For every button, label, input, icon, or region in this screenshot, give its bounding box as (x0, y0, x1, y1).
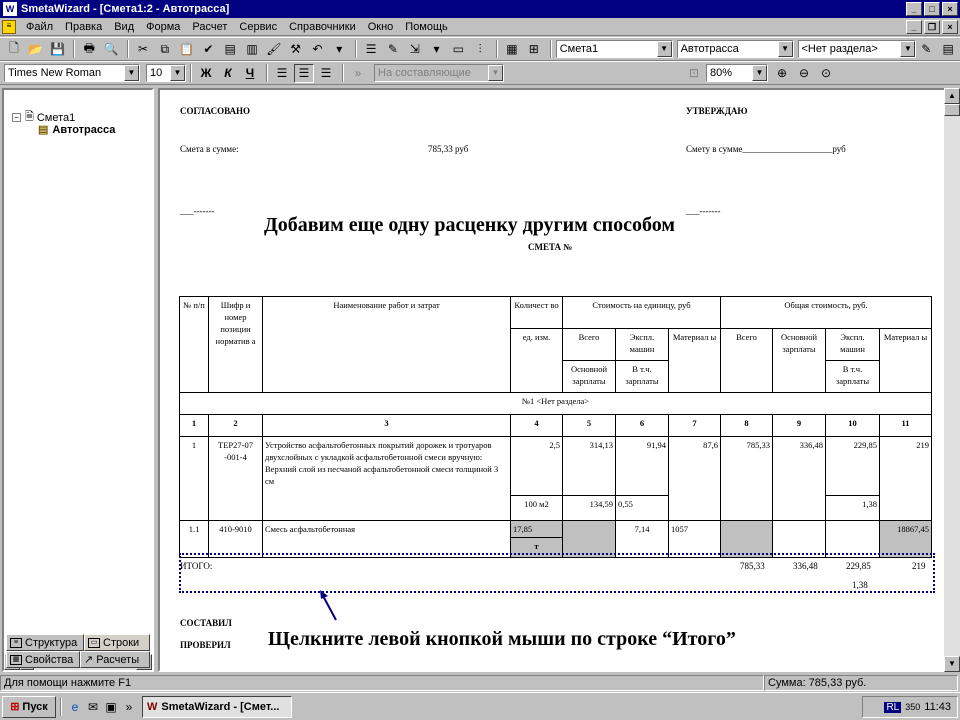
structure-tree-pane (2, 88, 154, 672)
menu-window[interactable]: Окно (367, 20, 394, 33)
status-bar (0, 674, 960, 692)
scroll-up-icon[interactable]: ▲ (944, 88, 960, 104)
signature-left: ___------- (180, 206, 215, 216)
app-icon: W (147, 700, 158, 713)
table-row[interactable]: 100 м2 134,59 0,55 1,38 (180, 496, 932, 521)
scroll-thumb[interactable] (944, 104, 960, 116)
outlook-icon[interactable]: ✉ (87, 699, 99, 714)
header-unit-base: Основной зарплаты (563, 361, 616, 393)
tab-rows[interactable]: ▭ Строки (84, 634, 150, 651)
colnum: 9 (773, 415, 826, 437)
structure-icon[interactable]: ⊞ (528, 42, 539, 56)
header-code: Шифр и номер позиции норматив а (209, 297, 263, 393)
underline-button[interactable]: Ч (245, 66, 255, 80)
properties-icon: ▦ (10, 655, 22, 665)
menu-bar (0, 18, 960, 36)
new-file-icon[interactable]: 🗋 (9, 40, 19, 55)
header-num: № п/п (180, 297, 209, 393)
copy-row-icon[interactable]: ▤ (224, 42, 236, 56)
itogo-total-exploit: 229,85 (846, 561, 871, 571)
table-row[interactable]: т (180, 538, 932, 558)
tools-icon[interactable]: ⚒ (290, 42, 302, 56)
header-name: Наименование работ и затрат (263, 297, 511, 393)
cut-icon[interactable]: ✂ (137, 42, 148, 56)
tab-calculations[interactable]: ↗ Расчеты (80, 651, 150, 668)
section-list-icon[interactable]: ▤ (942, 42, 954, 56)
sum-value-left: 785,33 руб (428, 144, 469, 154)
align-center-icon[interactable]: ☰ (294, 64, 314, 83)
sum-label-left: Смета в сумме: (180, 144, 239, 154)
status-sum: Сумма: 785,33 руб. (764, 675, 958, 691)
compiled-label: СОСТАВИЛ (180, 618, 232, 628)
lang-indicator[interactable]: RL (886, 701, 900, 713)
undo-icon[interactable]: ↶ (312, 42, 323, 56)
tab-properties[interactable]: ▦ Свойства (6, 651, 80, 668)
colnum: 4 (511, 415, 563, 437)
header-total-base: Основной зарплаты (773, 329, 826, 393)
header-total-material: Материал ы (880, 329, 932, 393)
properties-icon[interactable]: ▦ (506, 42, 518, 56)
standard-toolbar (0, 37, 960, 61)
doc-minimize-button[interactable]: _ (906, 20, 922, 34)
zoom-fit-icon[interactable]: ⊙ (820, 66, 832, 80)
structure-icon: ≡ (10, 638, 22, 648)
tab-structure[interactable]: ≡ Структура (6, 634, 84, 651)
colnum: 5 (563, 415, 616, 437)
signature-right: ___------- (686, 206, 721, 216)
menu-view[interactable]: Вид (114, 20, 135, 33)
windows-icon: ⊞ (10, 701, 20, 713)
ie-icon[interactable]: e (71, 699, 79, 714)
header-total-exploit: Экспл. машин (826, 329, 880, 361)
check-icon[interactable]: ✔ (203, 42, 214, 56)
bold-button[interactable]: Ж (200, 66, 212, 80)
rows-icon: ▭ (88, 638, 100, 648)
desktop-icon[interactable]: ▣ (105, 699, 117, 714)
smeta-table (179, 296, 932, 558)
list-icon[interactable]: ☰ (365, 42, 377, 56)
colnum: 6 (616, 415, 669, 437)
agreed-label: СОГЛАСОВАНО (180, 106, 251, 116)
table-row[interactable]: 1.1 410-9010 Смесь асфальтобетонная 17,85 7,14 1057 18867,45 (180, 521, 932, 538)
system-tray (862, 696, 958, 718)
section-edit-icon[interactable]: ✎ (921, 42, 932, 56)
document-icon[interactable]: ≡ (2, 20, 16, 34)
itogo-total-material: 219 (912, 561, 926, 571)
collapse-icon[interactable]: − (12, 113, 21, 122)
object-icon: ▤ (38, 124, 49, 136)
smeta-select[interactable]: Смета1 ▼ (556, 40, 673, 58)
tree-node-object[interactable]: ▤ Автотрасса (38, 123, 116, 136)
sum-label-right: Смету в сумме____________________руб (686, 144, 846, 154)
grid-icon: ⊡ (688, 66, 700, 80)
task-smetawizard[interactable]: W SmetaWizard - [Смет... (142, 696, 292, 718)
format-toolbar (0, 61, 960, 85)
format-painter-icon[interactable]: 🖌 (266, 42, 282, 56)
header-unit: ед. изм. (511, 329, 563, 393)
insert-dropdown-icon[interactable]: ▾ (433, 42, 440, 56)
menu-help[interactable]: Помощь (405, 20, 448, 33)
menu-reference[interactable]: Справочники (289, 20, 356, 33)
more-icon[interactable]: » (125, 699, 133, 714)
checked-label: ПРОВЕРИЛ (180, 640, 231, 650)
itogo-label[interactable]: ИТОГО: (180, 561, 213, 571)
filter-icon[interactable]: ⫶ (478, 41, 482, 56)
open-folder-icon[interactable]: 📂 (28, 42, 44, 56)
compose-select: На составляющие ▼ (374, 64, 504, 82)
tray-counter[interactable]: 350 (905, 702, 921, 712)
taskbar (0, 692, 960, 720)
doc-restore-button[interactable]: ❐ (924, 20, 940, 34)
itogo-total-base: 336,48 (793, 561, 818, 571)
window-title: SmetaWizard - [Смета1:2 - Автотрасса] (21, 3, 230, 15)
header-unit-cost: Стоимость на единицу, руб (563, 297, 721, 329)
clock[interactable]: 11:43 (924, 701, 951, 713)
menu-edit[interactable]: Правка (65, 20, 103, 33)
scroll-down-icon[interactable]: ▼ (944, 656, 960, 672)
italic-button[interactable]: К (224, 66, 232, 80)
colnum: 10 (826, 415, 880, 437)
document-view[interactable] (158, 88, 946, 672)
app-icon[interactable]: W (3, 2, 17, 16)
colnum: 1 (180, 415, 209, 437)
edit-icon[interactable]: ✎ (387, 42, 398, 56)
zoom-in-icon[interactable]: ⊕ (776, 66, 788, 80)
section-row[interactable]: №1 <Нет раздела> (180, 393, 932, 415)
font-select[interactable]: Times New Roman ▼ (4, 64, 140, 82)
section-select[interactable]: <Нет раздела> ▼ (798, 40, 917, 58)
pointer-arrow (318, 590, 340, 622)
instruction-top: Добавим еще одну расценку другим способом (264, 214, 676, 236)
print-icon[interactable]: 🖶 (83, 40, 95, 55)
colnum: 7 (669, 415, 721, 437)
smeta-title: СМЕТА № (528, 242, 573, 252)
paste-icon[interactable]: 📋 (179, 42, 195, 56)
table-row[interactable]: 1 ТЕР27-07 -001-4 Устройство асфальтобетонных покрытий дорожек и тротуаров двухслойных с укладкой асфальтобетонной смеси вручную: Верхний слой из песчаной асфальтобетонной смеси толщиной 3 см 2,5 314,13 91,94 87,6 785,33 336,48 229,85 219 (180, 437, 932, 496)
header-total-cost: Общая стоимость, руб. (721, 297, 932, 329)
window-icon[interactable]: ▭ (452, 42, 465, 56)
colnum: 3 (263, 415, 511, 437)
header-unit-material: Материал ы (669, 329, 721, 393)
font-size-select[interactable]: 10 ▼ (146, 64, 186, 82)
align-right-icon[interactable]: ☰ (320, 66, 332, 80)
insert-icon[interactable]: ⇲ (409, 42, 420, 56)
undo-dropdown-icon[interactable]: ▾ (336, 42, 343, 56)
save-icon[interactable]: 💾 (50, 42, 65, 56)
itogo-total-incl: 1,38 (852, 580, 868, 590)
start-button[interactable]: ⊞ Пуск (2, 696, 56, 718)
itogo-row[interactable] (179, 553, 935, 593)
menu-file[interactable]: Файл (26, 20, 54, 33)
colnum: 2 (209, 415, 263, 437)
menu-form[interactable]: Форма (146, 20, 181, 33)
zoom-out-icon[interactable]: ⊖ (798, 66, 810, 80)
header-qty: Количест во (511, 297, 563, 329)
title-bar (0, 0, 960, 18)
header-unit-exploit: Экспл. машин (616, 329, 669, 361)
print-preview-icon[interactable]: 🔍 (103, 42, 119, 56)
tree-node-smeta[interactable]: − 🗎 Смета1 (12, 108, 75, 127)
minimize-button[interactable]: _ (906, 2, 922, 16)
instruction-bottom: Щелкните левой кнопкой мыши по строке “Итого” (268, 628, 736, 650)
doc-close-button[interactable]: × (942, 20, 958, 34)
status-help: Для помощи нажмите F1 (0, 675, 764, 691)
vertical-scrollbar[interactable] (944, 88, 960, 672)
header-unit-all: Всего (563, 329, 616, 361)
approve-label: УТВЕРЖДАЮ (686, 106, 748, 116)
header-total-all: Всего (721, 329, 773, 393)
header-unit-incl: В т.ч. зарплаты (616, 361, 669, 393)
align-left-icon[interactable]: ☰ (276, 66, 288, 80)
colnum: 11 (880, 415, 932, 437)
colnum: 8 (721, 415, 773, 437)
menu-calc[interactable]: Расчет (192, 20, 228, 33)
calculations-icon: ↗ (84, 654, 94, 666)
paste-row-icon[interactable]: ▥ (246, 42, 258, 56)
object-select[interactable]: Автотрасса ▼ (677, 40, 794, 58)
pane-tabs (2, 634, 154, 670)
maximize-button[interactable]: □ (924, 2, 940, 16)
expand-icon: » (354, 66, 362, 80)
copy-icon[interactable]: ⧉ (160, 41, 170, 56)
header-total-incl: В т.ч. зарплаты (826, 361, 880, 393)
close-button[interactable]: × (942, 2, 958, 16)
document-icon: 🗎 (25, 111, 34, 123)
zoom-select[interactable]: 80% ▼ (706, 64, 768, 82)
menu-service[interactable]: Сервис (239, 20, 278, 33)
itogo-total-all: 785,33 (740, 561, 765, 571)
